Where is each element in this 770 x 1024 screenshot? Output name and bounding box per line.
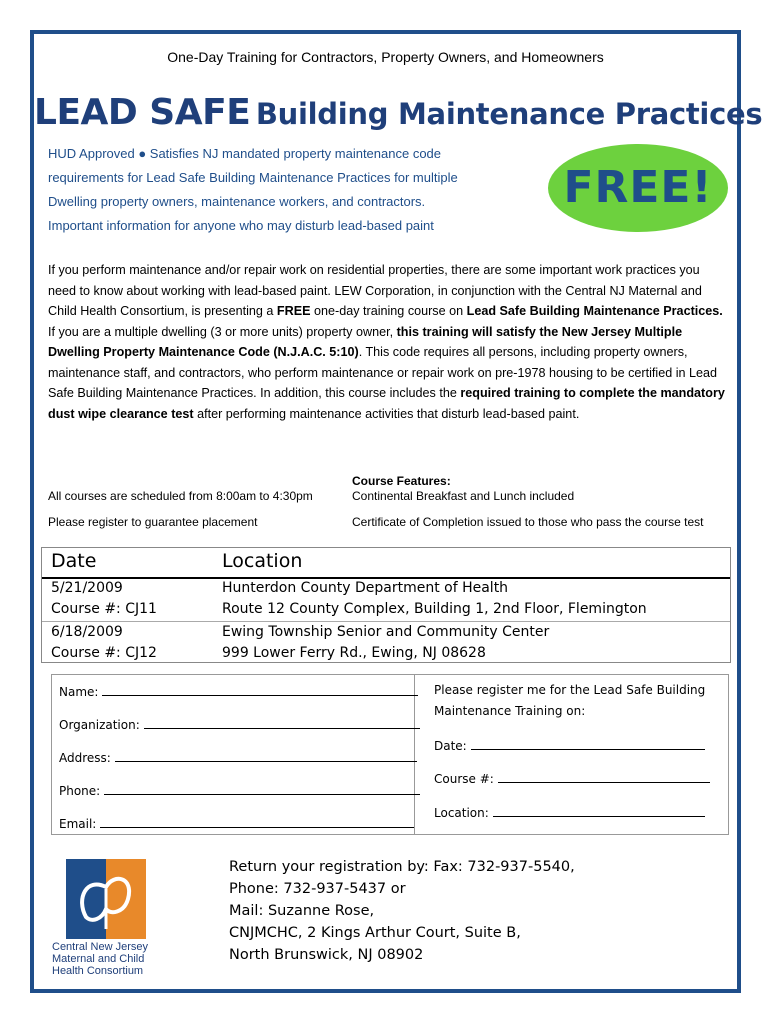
body-text-segment: If you are a multiple dwelling (3 or more units) property owner, [48,324,397,339]
table-row-course: Course #: CJ11 [51,601,157,617]
table-row-address: 999 Lower Ferry Rd., Ewing, NJ 08628 [222,645,486,661]
intro-line: Important information for anyone who may disturb lead-based paint [48,218,434,233]
body-paragraph [48,260,728,424]
course-line[interactable] [498,771,710,783]
table-row-date: 6/18/2009 [51,624,123,640]
email-label: Email: [59,817,97,831]
headline-lead-safe: LEAD SAFE [34,92,251,133]
consortium-logo [52,859,162,979]
email-line[interactable] [100,816,414,828]
certificate-note: Certificate of Completion issued to those who pass the course test [352,515,704,529]
intro-line: requirements for Lead Safe Building Maintenance Practices for multiple [48,170,458,185]
return-line: Mail: Suzanne Rose, [229,903,375,919]
phone-field[interactable] [59,783,420,798]
course-field[interactable] [434,771,710,786]
table-row-divider [42,621,730,622]
phone-line[interactable] [104,783,420,795]
return-instructions [229,856,575,966]
course-label: Course #: [434,772,494,786]
headline-building-maintenance: Building Maintenance Practices [255,97,763,131]
table-row-location: Ewing Township Senior and Community Center [222,624,550,640]
logo-text-line: Health Consortium [52,965,144,977]
organization-line[interactable] [144,717,420,729]
table-header [42,548,730,579]
register-text-line: Please register me for the Lead Safe Building [434,683,706,697]
course-features-heading: Course Features: [352,474,451,488]
body-text-segment: after performing maintenance activities that disturb lead-based paint. [193,406,580,421]
date-field[interactable] [434,738,705,753]
table-header-date: Date [51,550,97,572]
body-bold-free: FREE [276,304,311,318]
free-badge-text: FREE! [563,162,713,213]
email-field[interactable] [59,816,414,831]
flyer-frame [30,30,763,993]
logo-text-line: Maternal and Child [52,953,145,965]
body-text-segment: one-day training course on [310,304,467,318]
schedule-table [41,547,731,663]
return-line: North Brunswick, NJ 08902 [229,947,424,963]
address-label: Address: [59,751,111,765]
registration-form [51,674,729,835]
intro-line: Dwelling property owners, maintenance workers, and contractors. [48,194,426,209]
organization-label: Organization: [59,718,140,732]
logo-text-line: Central New Jersey [52,941,148,953]
register-text-line: Maintenance Training on: [434,704,586,718]
meals-note: Continental Breakfast and Lunch included [352,489,575,503]
table-row-address: Route 12 County Complex, Building 1, 2nd Floor, Flemington [222,601,647,617]
body-text-segment: . This code requires all persons, including property owners, maintenance staff, and contractors, who perform maintenance or repair work on pre-1978 housing to be certified in Lead Safe Building Maintenance Practices. In addition, this course includes the [48,345,718,400]
location-field[interactable] [434,805,705,820]
return-line: CNJMCHC, 2 Kings Arthur Court, Suite B, [229,925,521,941]
intro-block [48,142,528,238]
address-line[interactable] [115,750,417,762]
intro-line: HUD Approved ● Satisfies NJ mandated property maintenance code [48,146,442,161]
location-line[interactable] [493,805,705,817]
schedule-note: All courses are scheduled from 8:00am to 4:30pm [48,489,313,503]
body-bold-course-name: Lead Safe Building Maintenance Practices. [466,304,723,318]
name-line[interactable] [102,684,418,696]
table-row-course: Course #: CJ12 [51,645,157,661]
date-line[interactable] [471,738,705,750]
organization-field[interactable] [59,717,420,732]
location-label: Location: [434,806,489,820]
table-row-date: 5/21/2009 [51,580,123,596]
butterfly-icon [66,859,146,939]
phone-label: Phone: [59,784,101,798]
body-bold-code: this training will satisfy the New Jersey Multiple Dwelling Property Maintenance Code (N.J.A.C. 5:10) [48,324,683,359]
body-text-segment: If you perform maintenance and/or repair work on residential properties, there are some important work practices you need to know about working with lead-based paint. LEW Corporation, in conjunction with the Central NJ Maternal and Child Health Consortium, is presenting a [48,263,702,318]
table-header-location: Location [222,550,303,572]
headline [34,92,763,133]
logo-mark [66,859,146,939]
register-note: Please register to guarantee placement [48,515,258,529]
date-label: Date: [434,739,467,753]
body-bold-dust-wipe: required training to complete the mandatory dust wipe clearance test [48,386,725,421]
name-label: Name: [59,685,99,699]
address-field[interactable] [59,750,417,765]
return-line: Phone: 732-937-5437 or [229,881,406,897]
subtitle: One-Day Training for Contractors, Property Owners, and Homeowners [167,49,604,65]
table-row-location: Hunterdon County Department of Health [222,580,509,596]
return-line: Return your registration by: Fax: 732-937-5540, [229,859,575,875]
logo-text [52,941,162,977]
name-field[interactable] [59,684,418,699]
